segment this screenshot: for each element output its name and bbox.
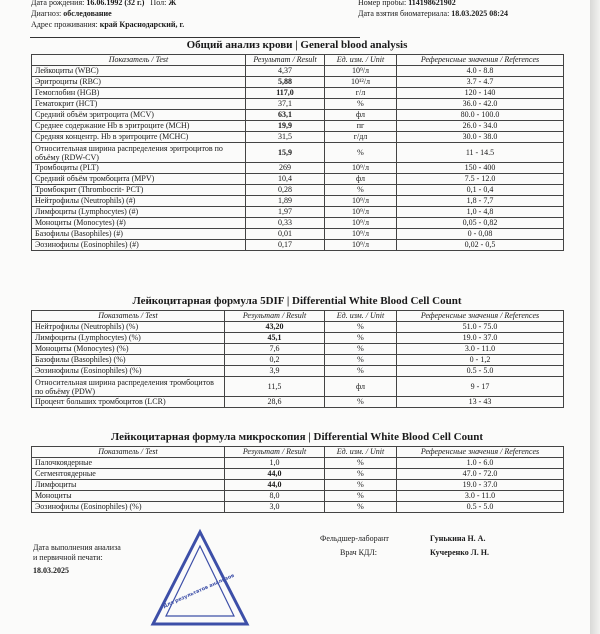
test-cell: Сегментоядерные [32, 469, 225, 480]
unit-cell: % [325, 491, 397, 502]
cbc-header-row [32, 55, 564, 66]
sex-value: Ж [168, 0, 177, 7]
col-test-header: Показатель / Test [32, 311, 225, 322]
unit-cell: 10⁹/л [325, 240, 397, 251]
test-cell: Средний объём тромбоцита (MPV) [32, 174, 246, 185]
table-row [32, 355, 564, 366]
table-row [32, 377, 564, 397]
test-cell: Средняя концентр. Hb в эритроците (MCHC) [32, 132, 246, 143]
unit-cell: % [325, 397, 397, 408]
table-row [32, 229, 564, 240]
col-test-header: Показатель / Test [32, 55, 246, 66]
reference-cell: 1,8 - 7,7 [397, 196, 564, 207]
cbc-section-title: Общий анализ крови | General blood analysis [186, 39, 408, 51]
sample-number-line [358, 0, 456, 8]
dif5-header-row [32, 311, 564, 322]
unit-cell: % [325, 480, 397, 491]
unit-cell: % [325, 322, 397, 333]
result-cell: 15,9 [246, 143, 325, 163]
unit-cell: 10¹²/л [325, 77, 397, 88]
test-cell: Тромбокрит (Thrombocrit- PCT) [32, 185, 246, 196]
unit-cell: пг [325, 121, 397, 132]
table-row [32, 121, 564, 132]
reference-cell: 4.0 - 8.8 [397, 66, 564, 77]
col-result-header: Результат / Result [246, 55, 325, 66]
address-value: край Краснодарский, г. [99, 20, 185, 29]
reference-cell: 0 - 1,2 [397, 355, 564, 366]
test-cell: Базофилы (Basophiles) (#) [32, 229, 246, 240]
unit-cell: % [325, 502, 397, 513]
page-edge-shadow [590, 0, 600, 634]
table-row [32, 143, 564, 163]
sample-number-label: Номер пробы: [358, 0, 407, 7]
dob-line [31, 0, 176, 8]
unit-cell: фл [325, 110, 397, 121]
result-cell: 1,89 [246, 196, 325, 207]
test-cell: Процент больших тромбоцитов (LCR) [32, 397, 225, 408]
test-cell: Тромбоциты (PLT) [32, 163, 246, 174]
dif5-table-body [32, 322, 564, 408]
micro-table [31, 446, 564, 513]
completion-label-2: и первичной печати: [33, 553, 103, 562]
table-row [32, 240, 564, 251]
table-row [32, 88, 564, 99]
test-cell: Палочкоядерные [32, 458, 225, 469]
result-cell: 44,0 [225, 480, 325, 491]
table-row [32, 480, 564, 491]
unit-cell: % [325, 333, 397, 344]
table-row [32, 110, 564, 121]
reference-cell: 26.0 - 34.0 [397, 121, 564, 132]
result-cell: 31,5 [246, 132, 325, 143]
result-cell: 3,9 [225, 366, 325, 377]
test-cell: Лейкоциты (WBC) [32, 66, 246, 77]
reference-cell: 19.0 - 37.0 [397, 480, 564, 491]
test-cell: Средний объём эритроцита (MCV) [32, 110, 246, 121]
tech-label: Фельдшер-лаборант [320, 534, 389, 543]
reference-cell: 19.0 - 37.0 [397, 333, 564, 344]
diagnosis-line [31, 9, 112, 19]
unit-cell: 10⁹/л [325, 196, 397, 207]
result-cell: 43,20 [225, 322, 325, 333]
sample-date-line [358, 9, 508, 19]
reference-cell: 3.0 - 11.0 [397, 344, 564, 355]
table-row [32, 77, 564, 88]
table-row [32, 333, 564, 344]
test-cell: Лимфоциты (Lymphocytes) (%) [32, 333, 225, 344]
test-cell: Эозинофилы (Eosinophiles) (%) [32, 366, 225, 377]
test-cell: Эритроциты (RBC) [32, 77, 246, 88]
test-cell: Базофилы (Basophiles) (%) [32, 355, 225, 366]
test-cell: Эозинофилы (Eosinophiles) (%) [32, 502, 225, 513]
lab-stamp-triangle [150, 528, 250, 628]
table-row [32, 66, 564, 77]
reference-cell: 3.7 - 4.7 [397, 77, 564, 88]
col-result-header: Результат / Result [225, 311, 325, 322]
test-cell: Гемоглобин (HGB) [32, 88, 246, 99]
result-cell: 63,1 [246, 110, 325, 121]
table-row [32, 366, 564, 377]
result-cell: 37,1 [246, 99, 325, 110]
tech-name: Гунькина Н. А. [430, 534, 486, 543]
reference-cell: 36.0 - 42.0 [397, 99, 564, 110]
result-cell: 44,0 [225, 469, 325, 480]
reference-cell: 150 - 400 [397, 163, 564, 174]
reference-cell: 13 - 43 [397, 397, 564, 408]
test-cell: Среднее содержание Hb в эритроците (MCH) [32, 121, 246, 132]
result-cell: 3,0 [225, 502, 325, 513]
reference-cell: 0,05 - 0,82 [397, 218, 564, 229]
col-unit-header: Ед. изм. / Unit [325, 311, 397, 322]
result-cell: 1,97 [246, 207, 325, 218]
unit-cell: фл [325, 377, 397, 397]
result-cell: 19,9 [246, 121, 325, 132]
result-cell: 5,88 [246, 77, 325, 88]
unit-cell: % [325, 469, 397, 480]
reference-cell: 0,1 - 0,4 [397, 185, 564, 196]
result-cell: 11,5 [225, 377, 325, 397]
dob-value: 16.06.1992 (32 г.) [86, 0, 145, 7]
reference-cell: 0 - 0,08 [397, 229, 564, 240]
result-cell: 4,37 [246, 66, 325, 77]
result-cell: 0,28 [246, 185, 325, 196]
table-row [32, 491, 564, 502]
result-cell: 1,0 [225, 458, 325, 469]
table-row [32, 196, 564, 207]
test-cell: Нейтрофилы (Neutrophils) (#) [32, 196, 246, 207]
unit-cell: % [325, 344, 397, 355]
unit-cell: 10⁹/л [325, 66, 397, 77]
result-cell: 10,4 [246, 174, 325, 185]
result-cell: 7,6 [225, 344, 325, 355]
table-row [32, 397, 564, 408]
diagnosis-value: обследование [63, 9, 112, 18]
unit-cell: г/дл [325, 132, 397, 143]
col-ref-header: Референсные значения / References [397, 55, 564, 66]
result-cell: 117,0 [246, 88, 325, 99]
unit-cell: % [325, 366, 397, 377]
table-row [32, 185, 564, 196]
reference-cell: 80.0 - 100.0 [397, 110, 564, 121]
test-cell: Моноциты (Monocytes) (#) [32, 218, 246, 229]
dob-label: Дата рождения: [31, 0, 85, 7]
result-cell: 0,2 [225, 355, 325, 366]
sample-date-value: 18.03.2025 08:24 [451, 9, 508, 18]
test-cell: Лимфоциты (Lymphocytes) (#) [32, 207, 246, 218]
sample-date-label: Дата взятия биоматериала: [358, 9, 450, 18]
cbc-table-body [32, 66, 564, 251]
table-row [32, 458, 564, 469]
unit-cell: % [325, 458, 397, 469]
table-row [32, 207, 564, 218]
reference-cell: 9 - 17 [397, 377, 564, 397]
reference-cell: 11 - 14.5 [397, 143, 564, 163]
unit-cell: % [325, 99, 397, 110]
reference-cell: 7.5 - 12.0 [397, 174, 564, 185]
col-ref-header: Референсные значения / References [397, 311, 564, 322]
micro-section-title: Лейкоцитарная формула микроскопия | Differential White Blood Cell Count [111, 431, 483, 443]
result-cell: 8,0 [225, 491, 325, 502]
cbc-table [31, 54, 564, 251]
test-cell: Эозинофилы (Eosinophiles) (#) [32, 240, 246, 251]
col-ref-header: Референсные значения / References [397, 447, 564, 458]
col-unit-header: Ед. изм. / Unit [325, 447, 397, 458]
table-row [32, 322, 564, 333]
unit-cell: 10⁹/л [325, 207, 397, 218]
doctor-label: Врач КДЛ: [340, 548, 378, 557]
test-cell: Моноциты (Monocytes) (%) [32, 344, 225, 355]
micro-table-body [32, 458, 564, 513]
reference-cell: 120 - 140 [397, 88, 564, 99]
unit-cell: фл [325, 174, 397, 185]
unit-cell: 10⁹/л [325, 229, 397, 240]
doctor-name: Кучеренко Л. Н. [430, 548, 489, 557]
test-cell: Гематокрит (HCT) [32, 99, 246, 110]
reference-cell: 47.0 - 72.0 [397, 469, 564, 480]
unit-cell: % [325, 185, 397, 196]
test-cell: Нейтрофилы (Neutrophils) (%) [32, 322, 225, 333]
reference-cell: 1.0 - 6.0 [397, 458, 564, 469]
micro-header-row [32, 447, 564, 458]
result-cell: 269 [246, 163, 325, 174]
unit-cell: 10⁹/л [325, 218, 397, 229]
result-cell: 0,01 [246, 229, 325, 240]
reference-cell: 0.5 - 5.0 [397, 502, 564, 513]
reference-cell: 3.0 - 11.0 [397, 491, 564, 502]
table-row [32, 218, 564, 229]
sex-label: Пол: [150, 0, 167, 7]
result-cell: 0,33 [246, 218, 325, 229]
table-row [32, 344, 564, 355]
reference-cell: 51.0 - 75.0 [397, 322, 564, 333]
col-test-header: Показатель / Test [32, 447, 225, 458]
reference-cell: 0.5 - 5.0 [397, 366, 564, 377]
dif5-section-title: Лейкоцитарная формула 5DIF | Differential White Blood Cell Count [132, 295, 462, 307]
stamp-text: Для результатов анализов [162, 572, 236, 610]
col-unit-header: Ед. изм. / Unit [325, 55, 397, 66]
test-cell: Моноциты [32, 491, 225, 502]
table-row [32, 99, 564, 110]
test-cell: Лимфоциты [32, 480, 225, 491]
result-cell: 28,6 [225, 397, 325, 408]
test-cell: Относительная ширина распределения тромбоцитов по объёму (PDW) [32, 377, 225, 397]
test-cell: Относительная ширина распределения эритроцитов по объёму (RDW-CV) [32, 143, 246, 163]
result-cell: 45,1 [225, 333, 325, 344]
table-row [32, 502, 564, 513]
table-row [32, 469, 564, 480]
unit-cell: 10⁹/л [325, 163, 397, 174]
reference-cell: 0,02 - 0,5 [397, 240, 564, 251]
col-result-header: Результат / Result [225, 447, 325, 458]
sample-number-value: 114198621902 [408, 0, 456, 7]
table-row [32, 132, 564, 143]
address-underline [30, 27, 360, 38]
table-row [32, 174, 564, 185]
completion-label-1: Дата выполнения анализа [33, 543, 121, 552]
diagnosis-label: Диагноз: [31, 9, 62, 18]
unit-cell: % [325, 355, 397, 366]
unit-cell: % [325, 143, 397, 163]
reference-cell: 1,0 - 4,8 [397, 207, 564, 218]
result-cell: 0,17 [246, 240, 325, 251]
dif5-table [31, 310, 564, 408]
reference-cell: 30.0 - 38.0 [397, 132, 564, 143]
unit-cell: г/л [325, 88, 397, 99]
table-row [32, 163, 564, 174]
address-label: Адрес проживания: [31, 20, 98, 29]
completion-date: 18.03.2025 [33, 566, 69, 575]
